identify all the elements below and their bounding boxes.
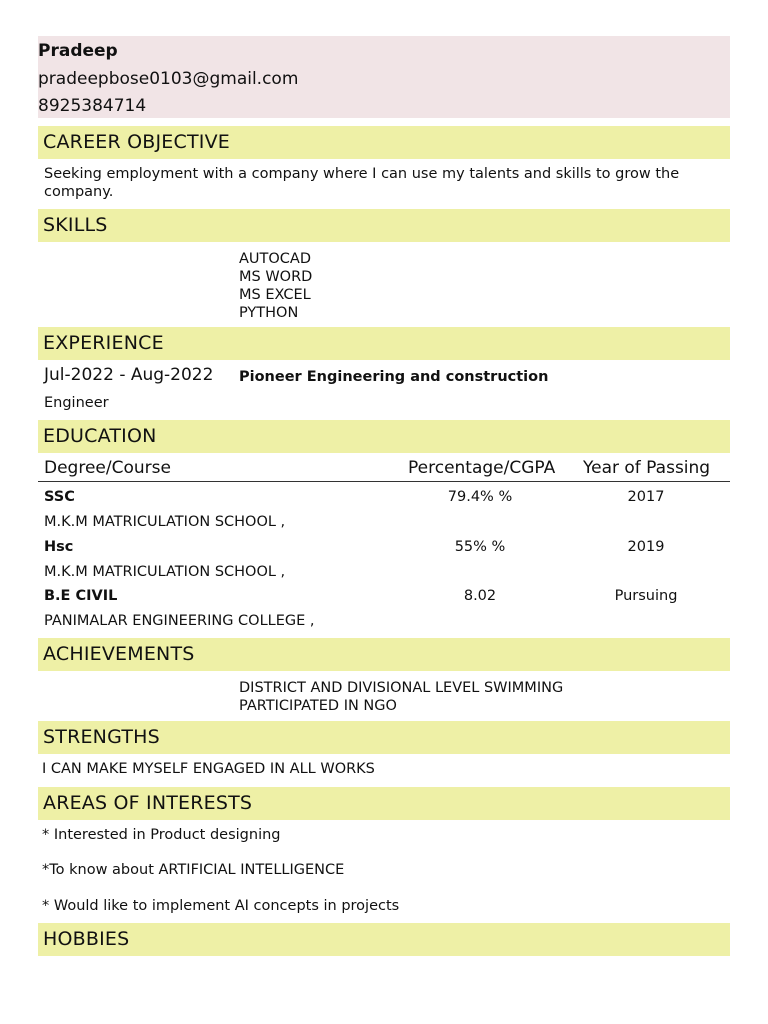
achievement-item: PARTICIPATED IN NGO (239, 698, 397, 714)
education-row-course: SSC (44, 489, 75, 505)
experience-role: Engineer (44, 395, 109, 411)
education-header-year: Year of Passing (583, 458, 711, 478)
education-row-year: 2019 (627, 539, 665, 555)
section-education (38, 420, 730, 453)
section-title: SKILLS (43, 214, 108, 236)
section-title: HOBBIES (43, 928, 130, 950)
experience-company: Pioneer Engineering and construction (239, 369, 549, 385)
education-row-year: 2017 (627, 489, 665, 505)
education-row-score: 79.4% % (447, 489, 513, 505)
section-areas-of-interests (38, 787, 730, 820)
experience-period: Jul-2022 - Aug-2022 (44, 365, 214, 385)
interest-item: * Interested in Product designing (42, 827, 281, 843)
education-header-course: Degree/Course (44, 458, 171, 478)
phone-text: 8925384714 (38, 96, 147, 116)
education-row-institution: M.K.M MATRICULATION SCHOOL , (44, 564, 286, 580)
section-hobbies (38, 923, 730, 956)
skill-item: MS WORD (239, 269, 313, 285)
career-objective-text: Seeking employment with a company where I can use my talents and skills to grow the company. (44, 166, 680, 200)
section-title: EXPERIENCE (43, 332, 164, 354)
achievement-item: DISTRICT AND DIVISIONAL LEVEL SWIMMING (239, 680, 564, 696)
skill-item: PYTHON (239, 305, 299, 321)
education-header-score: Percentage/CGPA (408, 458, 556, 478)
education-row-institution: M.K.M MATRICULATION SCHOOL , (44, 514, 286, 530)
section-title: AREAS OF INTERESTS (43, 792, 253, 814)
education-row-course: B.E CIVIL (44, 588, 118, 604)
section-strengths (38, 721, 730, 754)
interest-item: * Would like to implement AI concepts in projects (42, 898, 400, 914)
section-title: CAREER OBJECTIVE (43, 131, 230, 153)
section-skills (38, 209, 730, 242)
section-achievements (38, 638, 730, 671)
section-title: EDUCATION (43, 425, 157, 447)
section-career-objective (38, 126, 730, 159)
section-experience (38, 327, 730, 360)
education-header-rule (38, 481, 730, 482)
section-title: ACHIEVEMENTS (43, 643, 195, 665)
education-row-institution: PANIMALAR ENGINEERING COLLEGE , (44, 613, 315, 629)
education-row-score: 8.02 (463, 588, 497, 604)
section-title: STRENGTHS (43, 726, 160, 748)
candidate-name: Pradeep (38, 41, 118, 61)
email-text: pradeepbose0103@gmail.com (38, 69, 299, 89)
education-row-score: 55% % (454, 539, 506, 555)
education-row-year: Pursuing (614, 588, 678, 604)
skill-item: AUTOCAD (239, 251, 312, 267)
strength-item: I CAN MAKE MYSELF ENGAGED IN ALL WORKS (42, 761, 375, 777)
skill-item: MS EXCEL (239, 287, 311, 303)
interest-item: *To know about ARTIFICIAL INTELLIGENCE (42, 862, 345, 878)
education-row-course: Hsc (44, 539, 74, 555)
